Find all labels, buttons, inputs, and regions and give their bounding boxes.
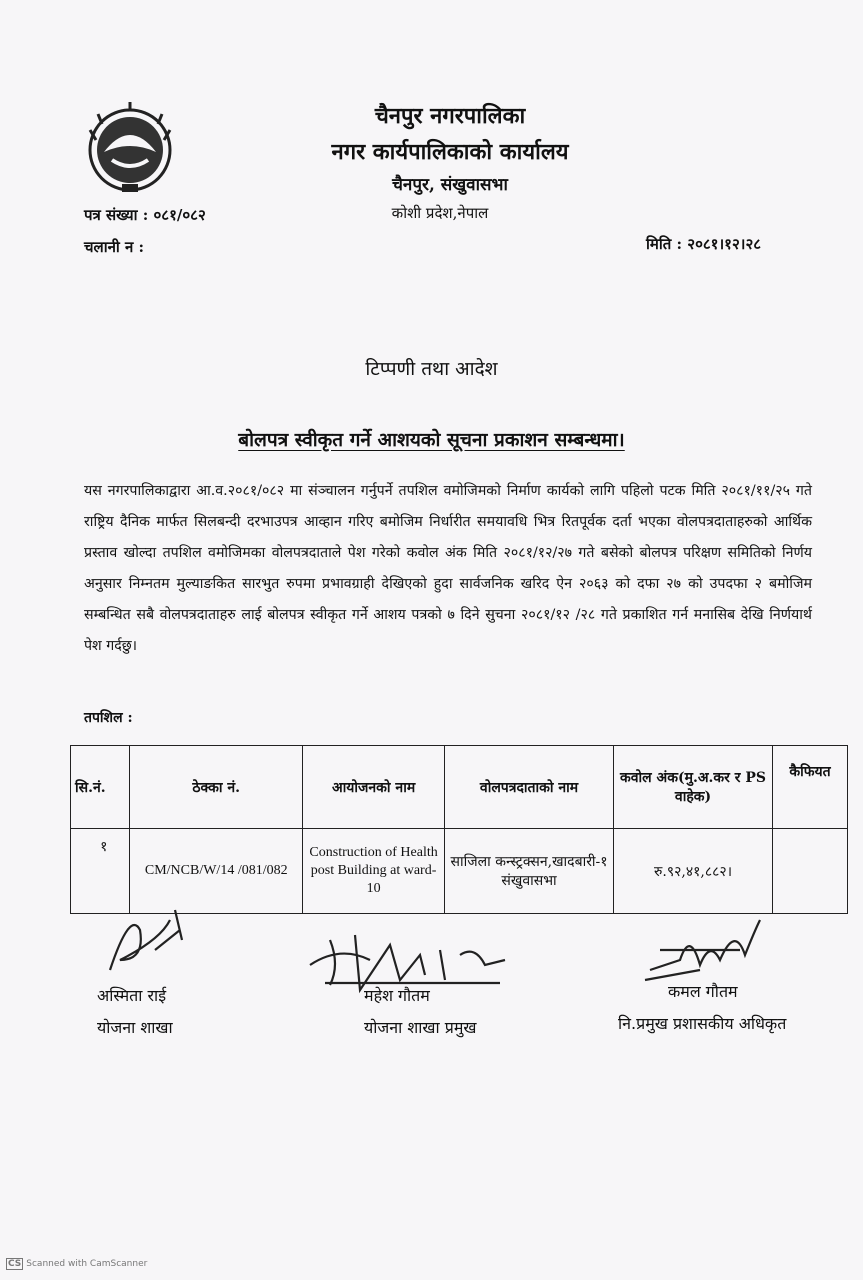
- nepal-emblem-icon: [82, 100, 178, 196]
- signature-3-scribble: [640, 910, 770, 990]
- details-label: तपशिल :: [84, 710, 133, 726]
- dispatch-number: चलानी न :: [84, 238, 145, 256]
- camscanner-badge: CS: [8, 1259, 22, 1269]
- cell-bidder: साजिला कन्स्ट्रक्सन,खादबारी-१ संखुवासभा: [445, 829, 614, 914]
- municipality-name: चैनपुर नगरपालिका: [374, 103, 526, 129]
- cell-amount: रु.९२,४१,८८२।: [614, 829, 773, 914]
- cell-sn: १: [71, 829, 130, 914]
- office-address: चैनपुर, संखुवासभा: [392, 175, 508, 195]
- table-header-row: [71, 746, 848, 829]
- province-name: कोशी प्रदेश,नेपाल: [391, 204, 489, 222]
- signatory-1-role: योजना शाखा: [97, 1018, 173, 1037]
- signatory-2-role: योजना शाखा प्रमुख: [364, 1018, 477, 1037]
- header-contract-no: ठेक्का नं.: [130, 746, 303, 829]
- scanner-watermark: [6, 1258, 147, 1270]
- header-remarks: कैफियत: [773, 746, 848, 829]
- body-paragraph: यस नगरपालिकाद्वारा आ.व.२०८१/०८२ मा संञ्चालन गर्नुपर्ने तपशिल वमोजिमको निर्माण कार्यको लागि पहिलो पटक मिति २०८१/११/२५ गते राष्ट्रिय दैनिक मार्फत सिलबन्दी दरभाउपत्र आव्हान गरिए बमोजिम निर्धारीत समयावधि भित्र रितपूर्वक दर्ता भएका वोलपत्रदाताहरुको आर्थिक प्रस्ताव खोल्दा तपशिल वमोजिमका वोलपत्रदाताले पेश गरेको कवोल अंक मिति २०८१/१२/२७ गते बसेको बोलपत्र परिक्षण समितिको निर्णय अनुसार निम्नतम मुल्याङकित सारभुत रुपमा प्रभावग्राही देखिएको हुदा सार्वजनिक खरिद ऐन २०६३ को दफा २७ को उपदफा २ बमोजिम सम्बन्धित सबै वोलपत्रदाताहरु लाई बोलपत्र स्वीकृत गर्ने आशय पत्रको ७ दिने सुचना २०८१/१२ /२८ गते प्रकाशित गर्न मनासिब देखि निर्णयार्थ पेश गर्दछु।: [84, 483, 812, 654]
- header-amount: कवोल अंक(मु.अ.कर र PS वाहेक): [614, 746, 773, 829]
- scanner-text: Scanned with CamScanner: [26, 1259, 148, 1269]
- subject-line: [0, 426, 863, 452]
- header-project: आयोजनको नाम: [303, 746, 445, 829]
- signatory-3-role: नि.प्रमुख प्रशासकीय अधिकृत: [618, 1014, 787, 1033]
- cell-project: Construction of Health post Building at ward-10: [303, 829, 445, 914]
- notes-title: टिप्पणी तथा आदेश: [365, 358, 498, 380]
- signatory-1-name: अस्मिता राई: [97, 986, 167, 1005]
- bid-table: [70, 745, 848, 914]
- signatory-3-name: कमल गौतम: [668, 982, 738, 1001]
- document-date: मिति : २०८१।१२।२८: [646, 235, 762, 253]
- cell-remarks: [773, 829, 848, 914]
- signatory-2-name: महेश गौतम: [364, 986, 430, 1005]
- office-name: नगर कार्यपालिकाको कार्यालय: [331, 139, 569, 165]
- cell-contract-no: CM/NCB/W/14 /081/082: [130, 829, 303, 914]
- subject-text: बोलपत्र स्वीकृत गर्ने आशयको सूचना प्रकाशन सम्बन्धमा।: [238, 429, 625, 451]
- header-sn: सि.नं.: [71, 746, 130, 829]
- signature-1-scribble: [100, 900, 190, 980]
- reference-number: पत्र संख्या : ०८१/०८२: [84, 206, 206, 224]
- header-bidder: वोलपत्रदाताको नाम: [445, 746, 614, 829]
